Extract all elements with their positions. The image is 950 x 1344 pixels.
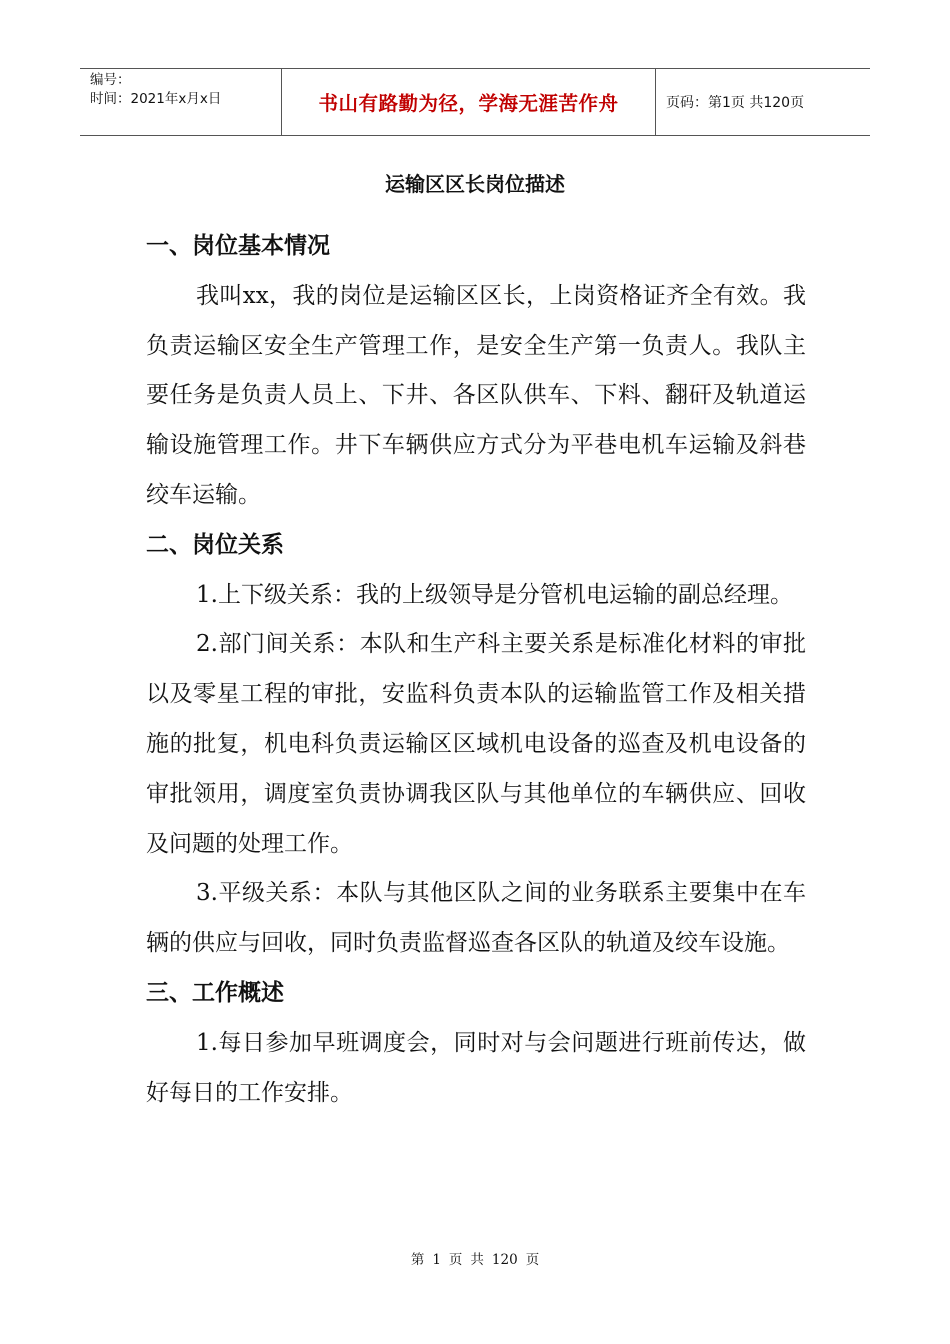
document-header bbox=[80, 68, 870, 136]
footer-page-prefix: 第 bbox=[410, 1252, 425, 1268]
footer-total-suffix: 页 bbox=[525, 1252, 540, 1268]
footer-total-prefix: 共 bbox=[470, 1252, 484, 1268]
document-title: 运输区区长岗位描述 bbox=[385, 172, 565, 196]
footer-total-num: 120 bbox=[491, 1252, 518, 1268]
header-number-label: 编号： bbox=[90, 72, 131, 88]
header-page-info: 页码：第1页 共120页 bbox=[666, 95, 805, 111]
header-motto: 书山有路勤为径，学海无涯苦作舟 bbox=[318, 92, 619, 115]
section-2-paragraph-2: 2.部门间关系：本队和生产科主要关系是标准化材料的审批以及零星工程的审批，安监科负责本队的运输监管工作及相关措施的批复，机电科负责运输区区域机电设备的巡查及机电设备的审批领用，调度室负责协调我区队与其他单位的车辆供应、回收及问题的处理工作。 bbox=[146, 631, 806, 857]
header-time-label: 时间：2021年x月x日 bbox=[90, 91, 222, 107]
section-2-paragraph-3: 3.平级关系：本队与其他区队之间的业务联系主要集中在车辆的供应与回收，同时负责监督巡查各区队的轨道及绞车设施。 bbox=[146, 880, 806, 957]
section-1-paragraph: 我叫xx，我的岗位是运输区区长，上岗资格证齐全有效。我负责运输区安全生产管理工作，是安全生产第一负责人。我队主要任务是负责人员上、下井、各区队供车、下料、翻矸及轨道运输设施管理工作。井下车辆供应方式分为平巷电机车运输及斜巷绞车运输。 bbox=[146, 282, 806, 508]
header-motto-cell bbox=[282, 69, 656, 135]
section-3-paragraph-1: 1.每日参加早班调度会，同时对与会问题进行班前传达，做好每日的工作安排。 bbox=[146, 1029, 806, 1106]
document-body bbox=[146, 222, 806, 1118]
header-page-info-cell bbox=[656, 69, 870, 135]
section-heading-3: 三、工作概述 bbox=[146, 979, 284, 1006]
footer-page-num: 1 bbox=[432, 1252, 441, 1268]
section-2-paragraph-1: 1.上下级关系：我的上级领导是分管机电运输的副总经理。 bbox=[196, 581, 793, 608]
footer-page-mid: 页 bbox=[448, 1252, 463, 1268]
page-footer bbox=[0, 1248, 950, 1268]
section-heading-2: 二、岗位关系 bbox=[146, 531, 284, 558]
header-meta bbox=[80, 69, 282, 135]
section-heading-1: 一、岗位基本情况 bbox=[146, 233, 330, 259]
